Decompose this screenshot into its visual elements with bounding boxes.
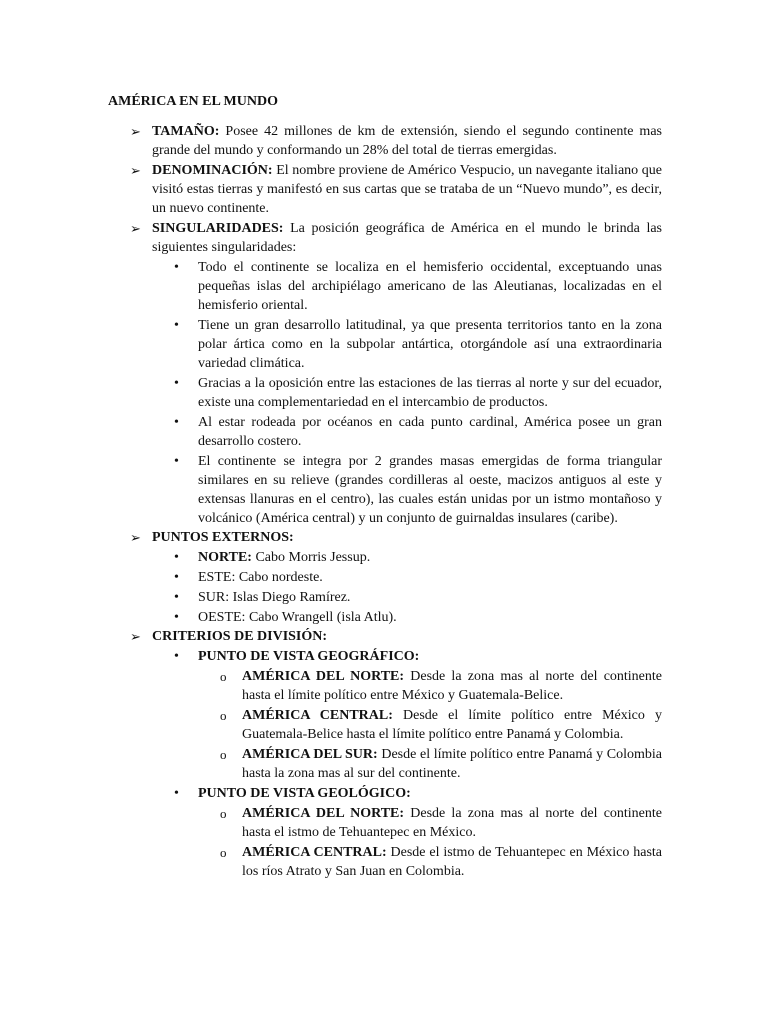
circle-bullet-icon: o xyxy=(220,747,227,762)
section-text: El nombre proviene de Américo Vespucio, un navegante italiano que visitó estas tierras y manifestó en sus cartas que se trataba de un “Nuevo mundo”, es decir, un nuevo continente. xyxy=(152,163,662,216)
circle-bullet-icon: o xyxy=(220,669,227,684)
bullet-icon: • xyxy=(174,649,179,664)
arrow-bullet-icon: ➢ xyxy=(130,124,141,139)
circle-bullet-icon: o xyxy=(220,708,227,723)
bullet-icon: • xyxy=(174,610,179,625)
section-denominacion xyxy=(130,161,662,218)
section-text: La posición geográfica de América en el mundo le brinda las siguientes singularidades: xyxy=(152,221,662,255)
bullet-icon: • xyxy=(174,550,179,565)
list-item-oeste: • OESTE: Cabo Wrangell (isla Atlu). xyxy=(174,610,397,625)
arrow-bullet-icon: ➢ xyxy=(130,163,141,178)
bullet-icon: • xyxy=(174,570,179,585)
sub-item-america-central: o AMÉRICA CENTRAL: Desde el istmo de Tehuantepec en México hasta los ríos Atrato y San Juan en Colombia. xyxy=(220,845,662,879)
arrow-bullet-icon: ➢ xyxy=(130,629,141,644)
section-puntos-externos xyxy=(130,528,662,547)
section-label: TAMAÑO: xyxy=(152,124,220,139)
bullet-icon: • xyxy=(174,260,179,275)
list-item: • Todo el continente se localiza en el hemisferio occidental, exceptuando unas pequeñas islas del archipiélago americano de las Aleutianas, localizadas en el hemisferio oriental. xyxy=(174,260,662,313)
subsection-geologico: • PUNTO DE VISTA GEOLÓGICO: xyxy=(174,786,411,801)
list-item-sur: • SUR: Islas Diego Ramírez. xyxy=(174,590,351,605)
list-item: • Al estar rodeada por océanos en cada punto cardinal, América posee un gran desarrollo costero. xyxy=(174,415,662,449)
list-item: • Gracias a la oposición entre las estaciones de las tierras al norte y sur del ecuador, existe una complementariedad en el intercambio de productos. xyxy=(174,376,662,410)
list-item-este: • ESTE: Cabo nordeste. xyxy=(174,570,323,585)
subsection-geografico: • PUNTO DE VISTA GEOGRÁFICO: xyxy=(174,649,420,664)
arrow-bullet-icon: ➢ xyxy=(130,221,141,236)
bullet-icon: • xyxy=(174,454,179,469)
section-singularidades xyxy=(130,219,662,257)
section-text: Posee 42 millones de km de extensión, siendo el segundo continente mas grande del mundo y conformando un 28% del total de tierras emergidas. xyxy=(152,124,662,158)
circle-bullet-icon: o xyxy=(220,845,227,860)
list-item: • El continente se integra por 2 grandes masas emergidas de forma triangular similares en su relieve (grandes cordilleras al oeste, macizos antiguos al este y extensas llanuras en el centro), las cuales están unidas por un istmo montañoso y volcánico (América central) y un conjunto de guirnaldas insulares (caribe). xyxy=(174,454,662,526)
bullet-icon: • xyxy=(174,415,179,430)
circle-bullet-icon: o xyxy=(220,806,227,821)
section-label: DENOMINACIÓN: xyxy=(152,163,273,178)
sub-item-america-sur: o AMÉRICA DEL SUR: Desde el límite político entre Panamá y Colombia hasta la zona mas al sur del continente. xyxy=(220,747,662,781)
bullet-icon: • xyxy=(174,786,179,801)
bullet-icon: • xyxy=(174,376,179,391)
list-item: • Tiene un gran desarrollo latitudinal, ya que presenta territorios tanto en la zona polar ártica como en la subpolar antártica, otorgándole así una extraordinaria variedad climática. xyxy=(174,318,662,371)
bullet-icon: • xyxy=(174,590,179,605)
document-body xyxy=(130,122,662,881)
section-label: CRITERIOS DE DIVISIÓN: xyxy=(152,629,328,644)
section-tamano xyxy=(130,122,662,160)
sub-item-america-central: o AMÉRICA CENTRAL: Desde el límite político entre México y Guatemala-Belice hasta el límite político entre Panamá y Colombia. xyxy=(220,708,662,742)
list-item-norte: • NORTE: Cabo Morris Jessup. xyxy=(174,550,371,565)
sub-item-america-norte: o AMÉRICA DEL NORTE: Desde la zona mas al norte del continente hasta el istmo de Tehuantepec en México. xyxy=(220,806,662,840)
page-title: AMÉRICA EN EL MUNDO xyxy=(108,94,278,109)
section-label: SINGULARIDADES: xyxy=(152,221,284,236)
sub-item-america-norte: o AMÉRICA DEL NORTE: Desde la zona mas al norte del continente hasta el límite político entre México y Guatemala-Belice. xyxy=(220,669,662,703)
bullet-icon: • xyxy=(174,318,179,333)
section-criterios xyxy=(130,627,662,646)
arrow-bullet-icon: ➢ xyxy=(130,530,141,545)
section-label: PUNTOS EXTERNOS: xyxy=(152,530,294,545)
